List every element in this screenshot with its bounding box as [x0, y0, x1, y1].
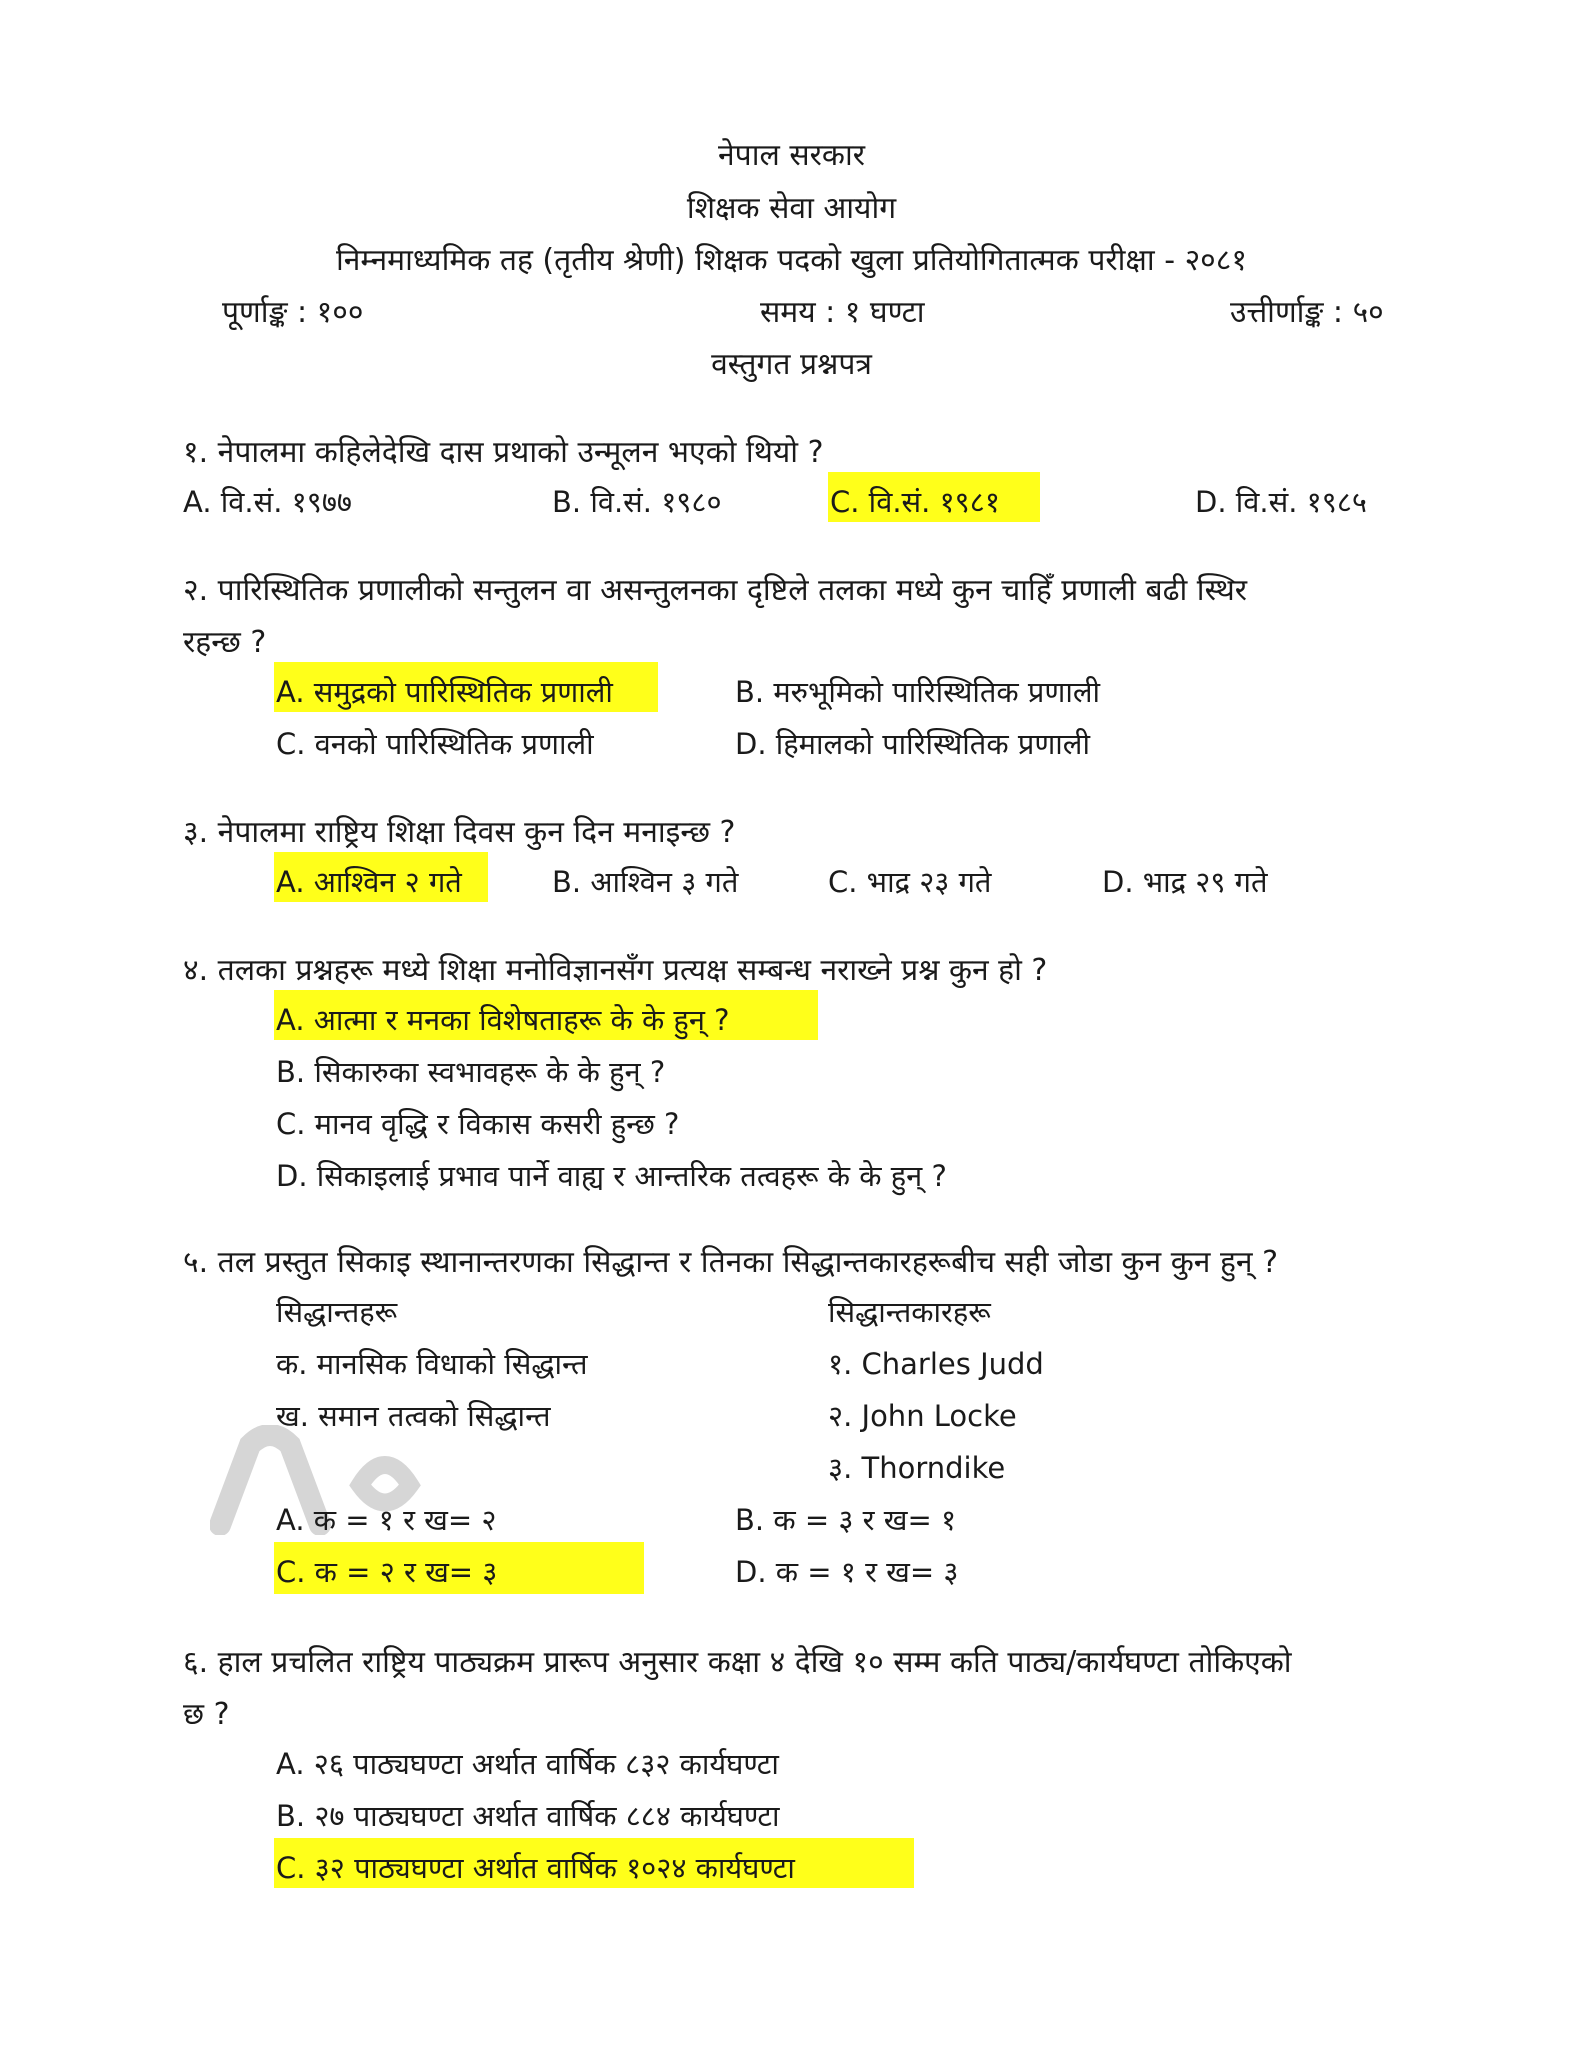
- q1-option-c: C. वि.सं. १९८१: [830, 485, 1000, 519]
- q5-theory-1: क. मानसिक विधाको सिद्धान्त: [276, 1347, 588, 1381]
- q6-option-c: C. ३२ पाठ्यघण्टा अर्थात वार्षिक १०२४ कार्यघण्टा: [276, 1851, 795, 1885]
- q5-option-d: D. क = १ र ख= ३: [735, 1555, 959, 1589]
- question-4: ४. तलका प्रश्नहरू मध्ये शिक्षा मनोविज्ञानसँग प्रत्यक्ष सम्बन्ध नराख्ने प्रश्न कुन हो ?: [183, 953, 1048, 988]
- header-commission: शिक्षक सेवा आयोग: [686, 191, 897, 226]
- q5-theorist-3: ३. Thorndike: [828, 1451, 1006, 1485]
- q2-option-a: A. समुद्रको पारिस्थितिक प्रणाली: [276, 675, 613, 709]
- q5-col1-header: सिद्धान्तहरू: [276, 1295, 398, 1329]
- header-exam-title: निम्नमाध्यमिक तह (तृतीय श्रेणी) शिक्षक पदको खुला प्रतियोगितात्मक परीक्षा - २०८१: [336, 243, 1247, 278]
- q5-option-b: B. क = ३ र ख= १: [735, 1503, 957, 1537]
- q5-theory-2: ख. समान तत्वको सिद्धान्त: [276, 1399, 551, 1433]
- q2-option-d: D. हिमालको पारिस्थितिक प्रणाली: [735, 727, 1090, 761]
- paper-type: वस्तुगत प्रश्नपत्र: [711, 347, 872, 382]
- q5-option-c: C. क = २ र ख= ३: [276, 1555, 498, 1589]
- q4-option-d: D. सिकाइलाई प्रभाव पार्ने वाह्य र आन्तरिक तत्वहरू के के हुन् ?: [276, 1159, 947, 1193]
- q3-option-c: C. भाद्र २३ गते: [828, 865, 992, 899]
- q5-option-a: A. क = १ र ख= २: [276, 1503, 497, 1537]
- q5-col2-header: सिद्धान्तकारहरू: [828, 1295, 991, 1329]
- question-6-line1: ६. हाल प्रचलित राष्ट्रिय पाठ्यक्रम प्रारूप अनुसार कक्षा ४ देखि १० सम्म कति पाठ्य/कार्यघण्टा तोकिएको: [183, 1645, 1292, 1680]
- full-marks: पूर्णाङ्क : १००: [222, 295, 364, 330]
- q5-theorist-1: १. Charles Judd: [828, 1347, 1044, 1381]
- header-government: नेपाल सरकार: [718, 138, 865, 173]
- q2-option-c: C. वनको पारिस्थितिक प्रणाली: [276, 727, 594, 761]
- q1-option-b: B. वि.सं. १९८०: [552, 485, 722, 519]
- q5-theorist-2: २. John Locke: [828, 1399, 1017, 1433]
- q4-option-a: A. आत्मा र मनका विशेषताहरू के के हुन् ?: [276, 1003, 730, 1037]
- question-2-line2: रहन्छ ?: [183, 625, 267, 660]
- question-3: ३. नेपालमा राष्ट्रिय शिक्षा दिवस कुन दिन मनाइन्छ ?: [183, 815, 736, 850]
- question-1: १. नेपालमा कहिलेदेखि दास प्रथाको उन्मूलन भएको थियो ?: [183, 435, 824, 470]
- q6-option-b: B. २७ पाठ्यघण्टा अर्थात वार्षिक ८८४ कार्यघण्टा: [276, 1799, 780, 1833]
- q3-option-b: B. आश्विन ३ गते: [552, 865, 739, 899]
- q1-option-a: A. वि.सं. १९७७: [183, 485, 352, 519]
- q6-option-a: A. २६ पाठ्यघण्टा अर्थात वार्षिक ८३२ कार्यघण्टा: [276, 1747, 779, 1781]
- q2-option-b: B. मरुभूमिको पारिस्थितिक प्रणाली: [735, 675, 1101, 709]
- question-2-line1: २. पारिस्थितिक प्रणालीको सन्तुलन वा असन्तुलनका दृष्टिले तलका मध्ये कुन चाहिँ प्रणाली बढी स्थिर: [183, 573, 1248, 608]
- pass-marks: उत्तीर्णाङ्क : ५०: [1230, 295, 1384, 330]
- q1-option-d: D. वि.सं. १९८५: [1195, 485, 1367, 519]
- q4-option-b: B. सिकारुका स्वभावहरू के के हुन् ?: [276, 1055, 666, 1089]
- q3-option-d: D. भाद्र २९ गते: [1102, 865, 1268, 899]
- q3-option-a: A. आश्विन २ गते: [276, 865, 462, 899]
- question-5: ५. तल प्रस्तुत सिकाइ स्थानान्तरणका सिद्धान्त र तिनका सिद्धान्तकारहरूबीच सही जोडा कुन कुन हुन् ?: [183, 1245, 1278, 1280]
- question-6-line2: छ ?: [183, 1697, 230, 1732]
- q4-option-c: C. मानव वृद्धि र विकास कसरी हुन्छ ?: [276, 1107, 680, 1141]
- exam-time: समय : १ घण्टा: [760, 295, 925, 330]
